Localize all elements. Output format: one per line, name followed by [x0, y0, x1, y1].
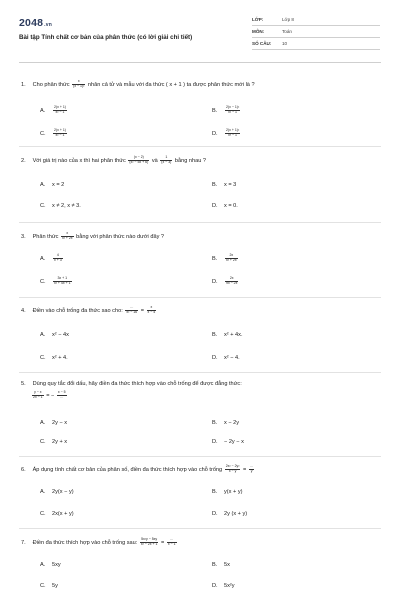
question-fraction-2	[167, 538, 177, 547]
option-label: C.	[40, 355, 46, 361]
denominator: (x² − 5x + 6)	[129, 159, 149, 164]
option-text: x² − 4x	[52, 332, 69, 338]
question-prompt: Cho phân thức	[32, 81, 70, 88]
option-text: 2y − x	[52, 420, 68, 426]
question-fraction-2	[147, 306, 157, 315]
question-prompt: Với giá trị nào của x thì hai phân thức	[32, 157, 126, 164]
denominator: x² − 1	[55, 109, 65, 114]
question-equation	[31, 391, 68, 400]
denominator: x² − 1	[55, 132, 65, 137]
numerator: 2(x + 1)	[54, 105, 66, 109]
option-d[interactable]	[212, 203, 238, 209]
question-prompt: Áp dụng tính chất cơ bản của phân số, điền đa thức thích hợp vào chỗ trống	[32, 466, 223, 473]
option-text: 2x(x + y)	[52, 511, 74, 517]
option-text: x² − 4.	[224, 355, 240, 361]
question-connector: và	[151, 157, 158, 164]
option-label: C.	[40, 203, 46, 209]
option-label: A.	[40, 562, 46, 568]
numerator: 2x² − 2y²	[225, 464, 240, 468]
question-number: 3.	[21, 233, 26, 240]
worksheet-header	[0, 0, 400, 60]
option-c[interactable]	[40, 583, 58, 589]
option-a[interactable]	[40, 182, 64, 188]
site-logo[interactable]	[19, 17, 52, 29]
option-d[interactable]	[212, 277, 239, 286]
option-fraction	[53, 106, 67, 115]
question-divider	[19, 372, 381, 373]
question-fraction	[128, 156, 149, 165]
info-label: SỐ CÂU:	[252, 40, 272, 46]
denominator: (x − 3)	[161, 159, 172, 164]
denominator: x² − 16	[126, 309, 138, 314]
option-label: C.	[40, 278, 46, 285]
question-divider	[19, 456, 381, 457]
numerator: (x − 2)	[128, 156, 149, 161]
option-b[interactable]	[212, 562, 230, 568]
option-fraction	[53, 129, 67, 138]
option-fraction	[53, 277, 72, 286]
option-b[interactable]	[212, 332, 243, 338]
question-text	[21, 232, 391, 241]
option-text: y(x + y)	[224, 489, 243, 495]
option-fraction	[225, 277, 238, 286]
question-divider	[19, 146, 381, 147]
numerator: 2(x − 1)²	[226, 105, 240, 109]
info-row-class	[252, 14, 380, 26]
option-c[interactable]	[40, 511, 74, 517]
option-text: x = 3	[224, 182, 237, 188]
option-label: D.	[212, 439, 218, 445]
option-c[interactable]	[40, 439, 67, 445]
option-text: 5x	[224, 562, 230, 568]
question-number: 5.	[21, 381, 26, 387]
numerator: 2x	[225, 277, 238, 282]
question-text	[21, 538, 391, 547]
option-b[interactable]	[212, 182, 236, 188]
denominator: y	[250, 468, 253, 473]
question-fraction-2	[249, 465, 255, 474]
denominator: (x − 1)²	[73, 83, 85, 88]
numerator: …	[125, 306, 138, 311]
info-label: MÔN:	[252, 28, 265, 34]
info-label: LỚP:	[252, 16, 264, 22]
numerator: …	[249, 464, 254, 468]
option-label: D.	[212, 355, 218, 361]
question-text	[21, 465, 391, 474]
option-label: C.	[40, 583, 46, 589]
question-fraction	[225, 465, 241, 474]
option-label: A.	[40, 489, 46, 495]
option-c[interactable]	[40, 355, 68, 361]
question-prompt-rest: bằng với phân thức nào dưới đây ?	[76, 233, 165, 240]
option-a[interactable]	[40, 562, 61, 568]
logo-text: 2048	[19, 17, 44, 29]
denominator: x² − 1	[228, 109, 237, 114]
option-label: D.	[212, 278, 218, 285]
denominator: x + 3	[54, 257, 62, 262]
question-connector: =	[140, 307, 144, 314]
option-label: C.	[40, 511, 46, 517]
option-b[interactable]	[212, 254, 239, 263]
option-label: A.	[40, 255, 46, 262]
info-row-subject	[252, 26, 380, 38]
option-text: − 2y − x	[224, 439, 244, 445]
option-label: D.	[212, 203, 218, 209]
numerator: x	[147, 306, 157, 311]
question-fraction	[32, 391, 44, 400]
option-b[interactable]	[212, 489, 243, 495]
denominator: x² + 4x + 1	[54, 280, 71, 285]
option-text: x − 2y	[224, 420, 240, 426]
info-value: 10	[282, 40, 288, 46]
question-number: 1.	[21, 81, 26, 88]
option-fraction	[53, 254, 63, 263]
option-label: B.	[212, 182, 218, 188]
question-prompt-rest: bằng nhau ?	[174, 157, 206, 164]
info-table	[252, 14, 380, 50]
numerator: …	[167, 538, 177, 543]
question-prompt: Điền đa thức thích hợp vào chỗ trống sau:	[32, 539, 138, 546]
option-a[interactable]	[40, 420, 67, 426]
option-d[interactable]	[212, 355, 240, 361]
denominator: 9x − 2x	[226, 280, 238, 285]
option-label: C.	[40, 439, 46, 445]
option-text: x² + 4x.	[224, 332, 243, 338]
option-label: D.	[212, 130, 218, 137]
question-connector: = −	[46, 392, 55, 399]
question-text	[21, 80, 391, 89]
option-a[interactable]	[40, 106, 68, 115]
option-label: A.	[40, 107, 46, 114]
question-divider	[19, 222, 381, 223]
question-number: 7.	[21, 539, 26, 546]
question-connector: =	[243, 466, 247, 473]
question-fraction-2	[57, 391, 67, 400]
option-label: D.	[212, 511, 218, 517]
denominator: x² + 2x	[61, 235, 73, 240]
option-b[interactable]	[212, 420, 239, 426]
question-prompt-rest: nhân cả tử và mẫu với đa thức ( x + 1 ) ta được phân thức mới là ?	[87, 81, 255, 88]
denominator: x − 1	[167, 541, 176, 546]
question-text	[21, 381, 391, 387]
numerator: 5x²y − 5xy	[141, 537, 158, 541]
numerator: 2(x + 1)²	[226, 128, 240, 132]
option-text: 2y + x	[52, 439, 68, 445]
option-c[interactable]	[40, 129, 68, 138]
option-d[interactable]	[212, 129, 241, 138]
option-fraction	[225, 254, 238, 263]
option-label: B.	[212, 332, 218, 338]
option-label: D.	[212, 583, 218, 589]
numerator: 3x + 1	[53, 277, 72, 282]
numerator: 4	[53, 254, 63, 259]
option-d[interactable]	[212, 583, 235, 589]
option-c[interactable]	[40, 203, 81, 209]
option-label: B.	[212, 107, 218, 114]
question-text	[21, 306, 391, 315]
header-divider	[19, 62, 381, 63]
question-fraction-2	[160, 156, 172, 165]
question-fraction	[125, 306, 138, 315]
question-prompt: Dùng quy tắc đổi dấu, hãy điền đa thức thích hợp vào chỗ trống để được đẳng thức:	[32, 381, 242, 387]
question-prompt: Phân thức	[32, 233, 59, 240]
option-text: 2y(x − y)	[52, 489, 74, 495]
denominator: x² + 2x	[226, 257, 237, 262]
option-a[interactable]	[40, 332, 69, 338]
logo-suffix: .vn	[44, 22, 52, 28]
info-value: Toán	[282, 28, 292, 34]
option-text: 5y	[52, 583, 58, 589]
question-number: 4.	[21, 307, 26, 314]
option-label: A.	[40, 420, 46, 426]
numerator: y − x	[32, 391, 44, 396]
option-c[interactable]	[40, 277, 73, 286]
denominator: …	[59, 394, 64, 399]
numerator: x − 5	[57, 390, 66, 394]
denominator: x − y	[228, 468, 237, 473]
info-row-question-count	[252, 38, 380, 50]
option-label: B.	[212, 562, 218, 568]
question-number: 6.	[21, 466, 26, 473]
option-text: x = 0.	[224, 203, 238, 209]
question-divider	[19, 528, 381, 529]
option-label: B.	[212, 420, 218, 426]
info-value: Lớp 8	[282, 16, 294, 22]
option-label: B.	[212, 255, 218, 262]
page-title: Bài tập Tính chất cơ bản của phân thức (có lời giải chi tiết)	[19, 34, 193, 41]
option-label: C.	[40, 130, 46, 137]
denominator: x² − 2x + 1	[140, 541, 158, 546]
option-d[interactable]	[212, 511, 247, 517]
numerator: 2x	[225, 254, 238, 259]
question-fraction	[140, 538, 159, 547]
numerator: x	[61, 232, 74, 237]
option-d[interactable]	[212, 439, 244, 445]
option-text: 5xy	[52, 562, 61, 568]
option-label: A.	[40, 182, 46, 188]
option-fraction	[225, 106, 240, 115]
question-prompt: Điền vào chỗ trống đa thức sao cho:	[32, 307, 123, 314]
option-label: B.	[212, 489, 218, 495]
numerator: x	[72, 80, 85, 85]
option-a[interactable]	[40, 489, 74, 495]
question-number: 2.	[21, 157, 26, 164]
question-fraction	[61, 232, 74, 241]
option-label: A.	[40, 332, 46, 338]
option-text: x ≠ 2, x ≠ 3.	[52, 203, 81, 209]
option-text: x = 2	[52, 182, 65, 188]
question-divider	[19, 297, 381, 298]
option-a[interactable]	[40, 254, 64, 263]
question-text	[21, 156, 391, 165]
denominator: x³ − 1	[228, 132, 237, 137]
option-text: 5x²y	[224, 583, 235, 589]
option-b[interactable]	[212, 106, 241, 115]
numerator: 2(x + 1)	[54, 128, 66, 132]
numerator: 1	[160, 156, 172, 161]
denominator: x − 4	[147, 309, 156, 314]
option-text: x² + 4.	[52, 355, 68, 361]
option-text: 2y (x + y)	[224, 511, 248, 517]
denominator: 2x − 1	[33, 394, 43, 399]
question-connector: =	[160, 539, 165, 546]
question-fraction	[72, 80, 85, 89]
option-fraction	[225, 129, 240, 138]
